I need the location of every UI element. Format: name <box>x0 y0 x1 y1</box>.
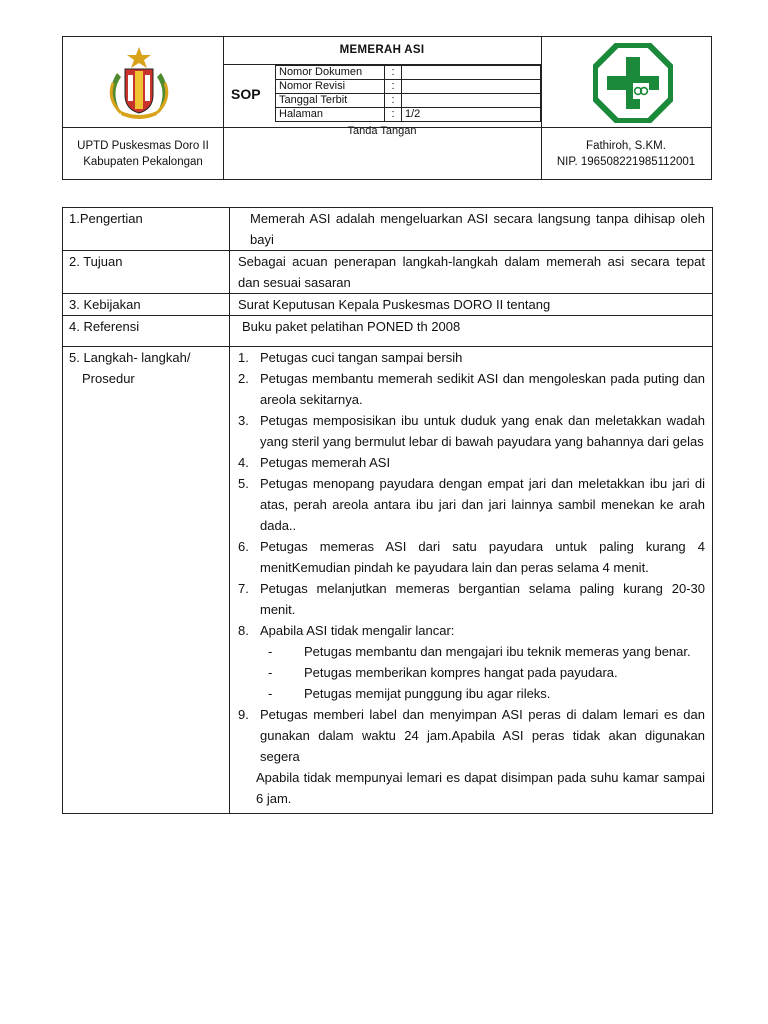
label-pengertian: 1.Pengertian <box>63 208 230 251</box>
sop-header <box>62 36 712 180</box>
list-item <box>238 536 705 578</box>
meta-label: Nomor Dokumen <box>276 66 385 80</box>
signature-label: Tanda Tangan <box>347 125 417 137</box>
meta-label: Nomor Revisi <box>276 80 385 94</box>
meta-label: Halaman <box>276 108 385 122</box>
list-item <box>238 347 705 368</box>
label-langkah <box>63 347 230 814</box>
meta-value <box>402 66 541 80</box>
sub-dash: - <box>268 686 273 701</box>
list-item <box>238 368 705 410</box>
label-langkah-line1: 5. Langkah- langkah/ <box>69 350 191 365</box>
sub-text: Petugas memijat punggung ibu agar rileks. <box>304 686 551 701</box>
meta-row <box>276 80 541 94</box>
sub-list-item <box>238 641 705 662</box>
sub-text: Petugas membantu dan mengajari ibu teknik memeras yang benar. <box>304 644 691 659</box>
text-referensi: Buku paket pelatihan PONED th 2008 <box>242 319 461 334</box>
row-kebijakan <box>63 294 713 316</box>
step-number: 6. <box>238 539 249 554</box>
document-title: MEMERAH ASI <box>339 44 425 56</box>
sub-text: Petugas memberikan kompres hangat pada payudara. <box>304 665 618 680</box>
step-number: 9. <box>238 707 249 722</box>
unit-line-2: Kabupaten Pekalongan <box>83 156 203 168</box>
step-text: Petugas melanjutkan memeras bergantian selama paling kurang 20-30 menit. <box>260 581 705 617</box>
signer-nip: NIP. 196508221985112001 <box>556 156 696 168</box>
meta-row <box>276 94 541 108</box>
sub-dash: - <box>268 644 273 659</box>
row-referensi <box>63 316 713 347</box>
step-text: Petugas membantu memerah sedikit ASI dan mengoleskan pada puting dan areola sekitarnya. <box>260 371 705 407</box>
step-number: 3. <box>238 413 249 428</box>
step-text: Petugas cuci tangan sampai bersih <box>260 350 463 365</box>
step-number: 1. <box>238 350 249 365</box>
sop-label: SOP <box>231 86 261 102</box>
document-meta-table <box>275 65 541 122</box>
label-tujuan: 2. Tujuan <box>63 251 230 294</box>
sub-list-item <box>238 662 705 683</box>
sop-content-table <box>62 207 713 814</box>
row-langkah <box>63 347 713 814</box>
step-number: 5. <box>238 476 249 491</box>
kabupaten-pekalongan-emblem-icon <box>99 43 179 123</box>
list-item <box>238 452 705 473</box>
row-tujuan <box>63 251 713 294</box>
step-text: Apabila ASI tidak mengalir lancar: <box>260 623 455 638</box>
list-item <box>238 578 705 620</box>
list-item <box>238 704 705 767</box>
meta-label: Tanggal Terbit <box>276 94 385 108</box>
label-langkah-line2: Prosedur <box>82 371 135 386</box>
unit-line-1: UPTD Puskesmas Doro II <box>77 140 209 152</box>
label-referensi: 4. Referensi <box>63 316 230 347</box>
meta-value <box>402 94 541 108</box>
text-kebijakan: Surat Keputusan Kepala Puskesmas DORO II tentang <box>230 294 713 316</box>
meta-colon: : <box>385 80 402 94</box>
signer-block <box>541 138 711 170</box>
row-pengertian <box>63 208 713 251</box>
step-text: Petugas memeras ASI dari satu payudara untuk paling kurang 4 menitKemudian pindah ke payudara lain dan peras selama 4 menit. <box>260 539 705 575</box>
step-number: 2. <box>238 371 249 386</box>
list-item <box>238 620 705 641</box>
label-kebijakan: 3. Kebijakan <box>63 294 230 316</box>
meta-colon: : <box>385 66 402 80</box>
meta-colon: : <box>385 108 402 122</box>
signer-name: Fathiroh, S.KM. <box>586 140 666 152</box>
step-text: Petugas memberi label dan menyimpan ASI peras di dalam lemari es dan gunakan dalam waktu 24 jam.Apabila ASI peras tidak akan digunakan segera <box>260 707 705 764</box>
sub-list-item <box>238 683 705 704</box>
meta-row <box>276 108 541 122</box>
step-text: Petugas menopang payudara dengan empat jari dan meletakkan ibu jari di atas, perah areola antara ibu jari dan jari lainnya sambil menekan ke arah dada.. <box>260 476 705 533</box>
storage-note: Apabila tidak mempunyai lemari es dapat disimpan pada suhu kamar sampai 6 jam. <box>256 770 705 806</box>
list-item <box>238 473 705 536</box>
text-tujuan: Sebagai acuan penerapan langkah-langkah dalam memerah asi secara tepat dan sesuai sasaran <box>230 251 713 294</box>
meta-colon: : <box>385 94 402 108</box>
meta-row <box>276 66 541 80</box>
meta-value <box>402 80 541 94</box>
list-item <box>238 410 705 452</box>
step-number: 7. <box>238 581 249 596</box>
unit-name <box>63 138 223 170</box>
sub-dash: - <box>268 665 273 680</box>
langkah-steps <box>230 347 713 814</box>
step-number: 8. <box>238 623 249 638</box>
text-pengertian: Memerah ASI adalah mengeluarkan ASI secara langsung tanpa dihisap oleh bayi <box>250 211 705 247</box>
step-text: Petugas memposisikan ibu untuk duduk yang enak dan meletakkan wadah yang steril yang bermulut lebar di bawah payudara yang bahannya dari gelas <box>260 413 705 449</box>
step-text: Petugas memerah ASI <box>260 455 391 470</box>
step-number: 4. <box>238 455 249 470</box>
meta-value: 1/2 <box>402 108 541 122</box>
puskesmas-cross-logo-icon <box>593 43 673 123</box>
